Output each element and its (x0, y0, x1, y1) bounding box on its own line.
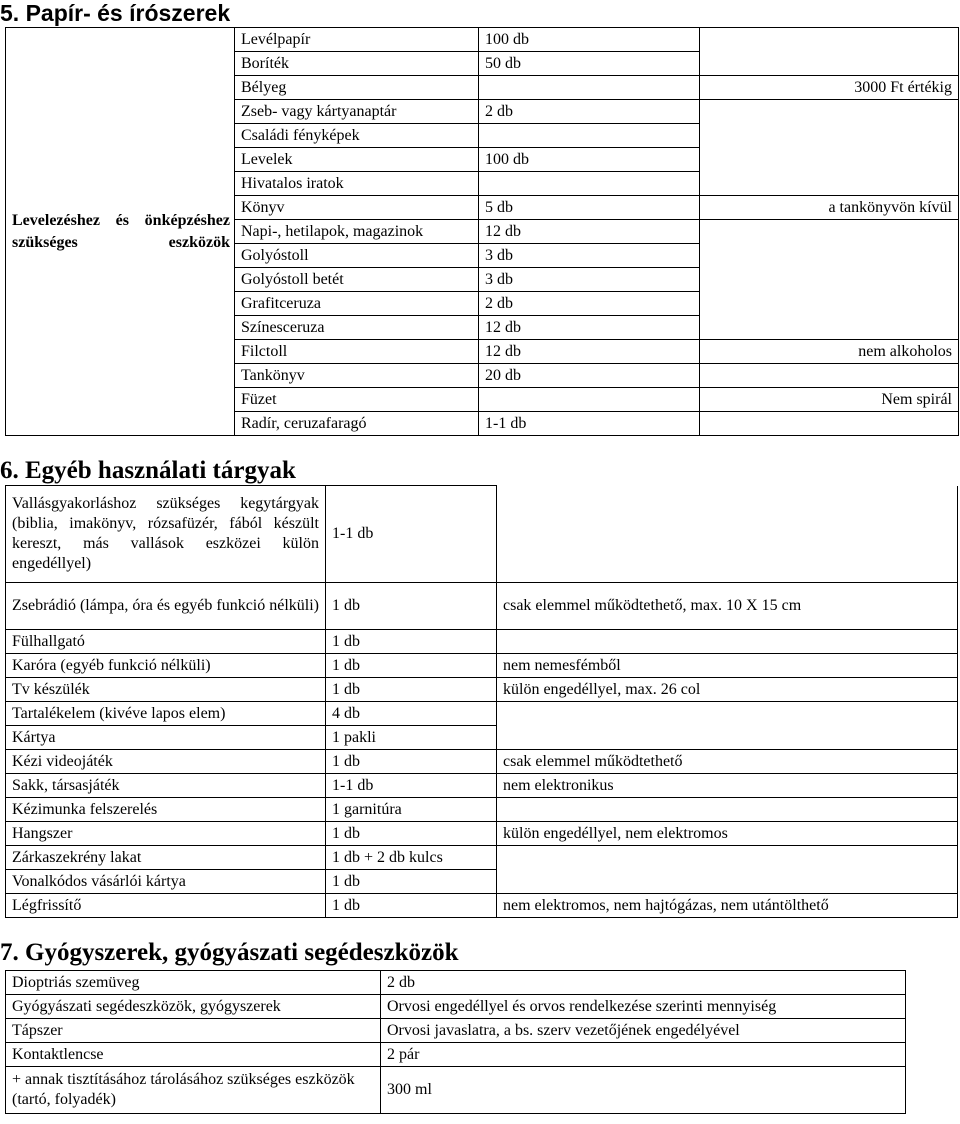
quantity-cell: 1 db (326, 654, 497, 678)
value-cell: 2 db (381, 971, 906, 995)
item-cell: Zárkaszekrény lakat (6, 846, 326, 870)
quantity-cell: 5 db (479, 196, 700, 220)
item-cell: Golyóstoll betét (235, 268, 479, 292)
item-cell: Családi fényképek (235, 124, 479, 148)
item-cell: Kézi videojáték (6, 750, 326, 774)
quantity-cell: 4 db (326, 702, 497, 726)
section-6-title: 6. Egyéb használati tárgyak (0, 457, 296, 484)
note-cell: nem alkoholos (700, 340, 959, 364)
note-cell: Nem spirál (700, 388, 959, 412)
note-cell (497, 798, 958, 822)
item-cell: Radír, ceruzafaragó (235, 412, 479, 436)
note-cell (497, 486, 958, 583)
quantity-cell: 1 pakli (326, 726, 497, 750)
note-cell (700, 100, 959, 124)
item-cell: Bélyeg (235, 76, 479, 100)
table-row (6, 971, 906, 995)
quantity-cell: 1 garnitúra (326, 798, 497, 822)
quantity-cell: 20 db (479, 364, 700, 388)
item-cell: + annak tisztításához tárolásához szükséges eszközök (tartó, folyadék) (6, 1067, 381, 1114)
quantity-cell: 2 db (479, 100, 700, 124)
quantity-cell: 100 db (479, 148, 700, 172)
note-cell: a tankönyvön kívül (700, 196, 959, 220)
item-cell: Levélpapír (235, 28, 479, 52)
item-cell: Könyv (235, 196, 479, 220)
quantity-cell: 1 db (326, 822, 497, 846)
note-cell (700, 292, 959, 316)
item-cell: Zseb- vagy kártyanaptár (235, 100, 479, 124)
note-cell (700, 52, 959, 76)
item-cell: Filctoll (235, 340, 479, 364)
table-row (6, 798, 958, 822)
category-cell: Levelezéshez és önképzéshez szükséges eszközök (6, 28, 235, 436)
quantity-cell: 1-1 db (479, 412, 700, 436)
item-cell: Vonalkódos vásárlói kártya (6, 870, 326, 894)
item-cell: Hivatalos iratok (235, 172, 479, 196)
table-row (6, 822, 958, 846)
section-5-title: 5. Papír- és írószerek (0, 0, 231, 26)
quantity-cell: 3 db (479, 244, 700, 268)
quantity-cell: 1-1 db (326, 774, 497, 798)
note-cell (700, 220, 959, 244)
note-cell (497, 846, 958, 870)
item-cell: Kézimunka felszerelés (6, 798, 326, 822)
item-cell: Golyóstoll (235, 244, 479, 268)
note-cell (700, 124, 959, 148)
item-cell: Fülhallgató (6, 630, 326, 654)
item-cell: Karóra (egyéb funkció nélküli) (6, 654, 326, 678)
note-cell (700, 244, 959, 268)
table-row (6, 630, 958, 654)
table-row (6, 1043, 906, 1067)
quantity-cell (479, 172, 700, 196)
note-cell (700, 268, 959, 292)
value-cell: 300 ml (381, 1067, 906, 1114)
quantity-cell: 12 db (479, 220, 700, 244)
item-cell: Tartalékelem (kivéve lapos elem) (6, 702, 326, 726)
item-cell: Kontaktlencse (6, 1043, 381, 1067)
note-cell: 3000 Ft értékig (700, 76, 959, 100)
table-row (6, 1019, 906, 1043)
section-7-title: 7. Gyógyszerek, gyógyászati segédeszközök (0, 939, 459, 966)
quantity-cell: 1 db (326, 583, 497, 630)
quantity-cell: 2 db (479, 292, 700, 316)
table-row (6, 726, 958, 750)
note-cell: csak elemmel működtethető, max. 10 X 15 cm (497, 583, 958, 630)
value-cell: 2 pár (381, 1043, 906, 1067)
item-cell: Légfrissítő (6, 894, 326, 918)
note-cell (700, 172, 959, 196)
item-cell: Dioptriás szemüveg (6, 971, 381, 995)
quantity-cell: 3 db (479, 268, 700, 292)
note-cell (700, 316, 959, 340)
quantity-cell (479, 388, 700, 412)
section-5-table (5, 27, 959, 436)
quantity-cell: 1 db (326, 678, 497, 702)
section-7-table (5, 970, 906, 1114)
note-cell: nem elektromos, nem hajtógázas, nem utántölthető (497, 894, 958, 918)
item-cell: Hangszer (6, 822, 326, 846)
note-cell (700, 412, 959, 436)
table-row (6, 750, 958, 774)
item-cell: Napi-, hetilapok, magazinok (235, 220, 479, 244)
table-row (6, 654, 958, 678)
table-row (6, 846, 958, 870)
quantity-cell (479, 124, 700, 148)
item-cell: Zsebrádió (lámpa, óra és egyéb funkció nélküli) (6, 583, 326, 630)
quantity-cell: 1 db (326, 894, 497, 918)
quantity-cell: 100 db (479, 28, 700, 52)
quantity-cell: 1 db (326, 870, 497, 894)
item-cell: Színesceruza (235, 316, 479, 340)
item-cell: Gyógyászati segédeszközök, gyógyszerek (6, 995, 381, 1019)
note-cell: külön engedéllyel, nem elektromos (497, 822, 958, 846)
quantity-cell (479, 76, 700, 100)
note-cell: csak elemmel működtethető (497, 750, 958, 774)
table-row (6, 486, 958, 583)
item-cell: Boríték (235, 52, 479, 76)
item-cell: Tv készülék (6, 678, 326, 702)
note-cell (700, 28, 959, 52)
quantity-cell: 12 db (479, 316, 700, 340)
table-row (6, 583, 958, 630)
quantity-cell: 12 db (479, 340, 700, 364)
note-cell (497, 870, 958, 894)
item-cell: Sakk, társasjáték (6, 774, 326, 798)
value-cell: Orvosi javaslatra, a bs. szerv vezetőjének engedélyével (381, 1019, 906, 1043)
item-cell: Levelek (235, 148, 479, 172)
item-cell: Tankönyv (235, 364, 479, 388)
item-cell: Tápszer (6, 1019, 381, 1043)
quantity-cell: 50 db (479, 52, 700, 76)
quantity-cell: 1-1 db (326, 486, 497, 583)
note-cell (700, 364, 959, 388)
note-cell: nem nemesfémből (497, 654, 958, 678)
note-cell: nem elektronikus (497, 774, 958, 798)
value-cell: Orvosi engedéllyel és orvos rendelkezése szerinti mennyiség (381, 995, 906, 1019)
note-cell (700, 148, 959, 172)
item-cell: Vallásgyakorláshoz szükséges kegytárgyak (biblia, imakönyv, rózsafüzér, fából készült kereszt, más vallások eszközei külön engedéllyel) (6, 486, 326, 583)
item-cell: Grafitceruza (235, 292, 479, 316)
table-row (6, 870, 958, 894)
item-cell: Füzet (235, 388, 479, 412)
quantity-cell: 1 db (326, 750, 497, 774)
item-cell: Kártya (6, 726, 326, 750)
note-cell (497, 702, 958, 726)
note-cell: külön engedéllyel, max. 26 col (497, 678, 958, 702)
table-row (6, 894, 958, 918)
note-cell (497, 630, 958, 654)
table-row (6, 995, 906, 1019)
table-row (6, 702, 958, 726)
section-6-table (5, 485, 958, 918)
table-row (6, 678, 958, 702)
table-row (6, 1067, 906, 1114)
quantity-cell: 1 db (326, 630, 497, 654)
note-cell (497, 726, 958, 750)
quantity-cell: 1 db + 2 db kulcs (326, 846, 497, 870)
table-row (6, 28, 959, 52)
table-row (6, 774, 958, 798)
